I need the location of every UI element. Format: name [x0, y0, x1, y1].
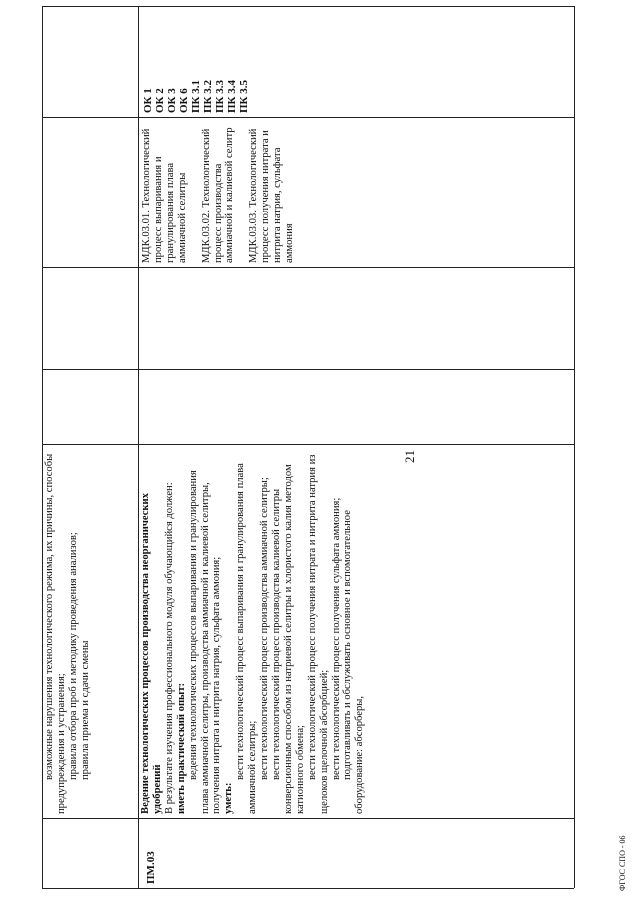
row1-mdk-cell	[43, 117, 139, 267]
footer-label: ФГОС СПО - 06	[618, 835, 627, 891]
row1-code-cell	[43, 818, 139, 888]
skill-item: вести технологический процесс производства калиевой селитры конверсионным способом из натриевой селитры и хлористого калия методом катионного обмена;	[270, 464, 306, 814]
experience-text: ведения технологических процессов выпаривания и гранулирования плава аммиачной селитры, производства аммиачной и калиевой селитры, получения нитрата и нитрита натрия, сульфата аммония;	[187, 470, 223, 814]
page-number: 21	[402, 450, 417, 463]
module-intro: В результате изучения профессионального модуля обучающийся должен:	[163, 482, 175, 814]
row1-hours-cell	[43, 267, 139, 369]
module-title: Ведение технологических процессов производства неорганических удобрений	[140, 493, 163, 814]
competency-code: ПК 3.4	[226, 79, 238, 113]
experience-label: иметь практический опыт:	[175, 682, 187, 814]
module-hours-cell	[139, 369, 575, 444]
curriculum-table	[42, 6, 574, 889]
competency-code: ПК 3.5	[238, 79, 250, 113]
row1-line: возможные нарушения технологического режима, их причины, способы предупреждения и устранения;	[44, 453, 67, 814]
mdk-item: МДК.03.01. Технологический процесс выпаривания и гранулирования плава аммиачной селитры	[141, 128, 188, 263]
skill-item: вести технологический процесс получения нитрата и нитрита натрия из щелоков щелочной абсорбцией;	[306, 454, 330, 814]
competency-code: ОК 6	[178, 88, 190, 113]
skills-label: уметь:	[223, 782, 235, 814]
row1-competency-cell	[43, 6, 139, 117]
row1-line: правила отбора проб и методику проведения анализов;	[67, 532, 79, 780]
mdk-cell	[139, 117, 575, 267]
skill-item: вести технологический процесс получения сульфата аммония;	[330, 497, 342, 780]
row1-line: правила приема и сдачи смены	[79, 640, 91, 780]
competency-code: ПК 3.1	[190, 79, 202, 113]
module-code: ПМ.03	[139, 818, 575, 888]
row1-hours-cell	[43, 369, 139, 444]
module-content-cell	[139, 444, 575, 818]
competency-cell	[139, 6, 575, 117]
competency-code: ПК 3.3	[214, 79, 226, 113]
mdk-item: МДК.03.02. Технологический процесс производства аммиачной и калиевой селитр	[200, 127, 236, 263]
row1-content-cell	[43, 444, 139, 818]
skill-item: подготавливать и обслуживать основное и вспомогательное оборудование: абсорберы,	[342, 510, 366, 814]
skill-item: вести технологический процесс производства аммиачной селитры;	[259, 477, 271, 780]
competency-code: ОК 3	[166, 88, 178, 113]
skill-item: вести технологический процесс выпаривания и гранулирования плава аммиачной селитры;	[235, 463, 259, 814]
module-hours-cell	[139, 267, 575, 369]
competency-code: ОК 2	[154, 88, 166, 113]
competency-code: ПК 3.2	[202, 79, 214, 113]
competency-code: ОК 1	[142, 88, 154, 113]
mdk-item: МДК.03.03. Технологический процесс получения нитрата и нитрита натрия, сульфата аммония	[248, 128, 296, 263]
